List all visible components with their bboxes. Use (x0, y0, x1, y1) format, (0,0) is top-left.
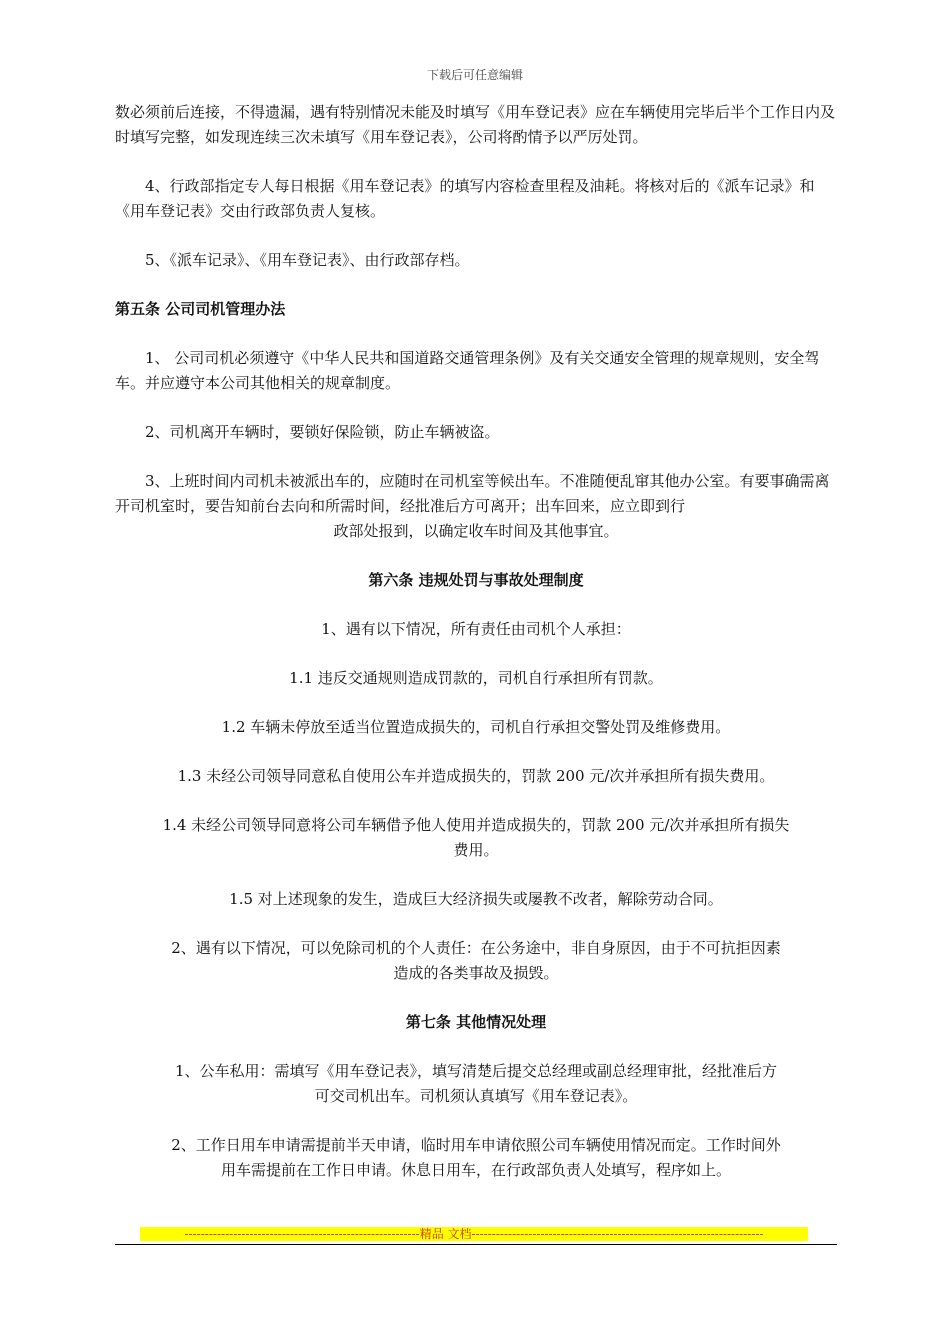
footer-rule (115, 1244, 837, 1245)
paragraph-driver-rule-2: 2、司机离开车辆时，要锁好保险锁，防止车辆被盗。 (145, 423, 500, 441)
paragraph-exemption-line1: 2、遇有以下情况，可以免除司机的个人责任：在公务途中，非自身原因，由于不可抗拒因素 (171, 939, 781, 957)
paragraph-liability-intro: 1、遇有以下情况，所有责任由司机个人承担： (321, 620, 631, 638)
section-heading-7: 第七条 其他情况处理 (405, 1013, 547, 1031)
paragraph-driver-rule-3-tail: 政部处报到，以确定收车时间及其他事宜。 (333, 522, 619, 540)
paragraph-workday-request-line2: 用车需提前在工作日申请。休息日用车，在行政部负责人处填写，程序如上。 (220, 1161, 731, 1179)
paragraph-driver-rule-3 (115, 469, 837, 544)
paragraph-driver-rule-3-text: 3、上班时间内司机未被派出车的，应随时在司机室等候出车。不准随便乱窜其他办公室。有要事确需离开司机室时，要告知前台去向和所需时间，经批准后方可离开；出车回来，应立即到行 (115, 472, 830, 515)
footer-watermark-band: ----------------------------------------------------------精品 文档------------------------------------------------------------------------ (140, 1227, 808, 1241)
section-heading-5: 第五条 公司司机管理办法 (115, 300, 286, 318)
paragraph-driver-rule-1: 1、 公司司机必须遵守《中华人民共和国道路交通管理条例》及有关交通安全管理的规章规则，安全驾车。并应遵守本公司其他相关的规章制度。 (115, 349, 820, 392)
paragraph-exemption (115, 936, 837, 986)
section-heading-6: 第六条 违规处罚与事故处理制度 (368, 571, 584, 589)
paragraph-workday-request (115, 1133, 837, 1183)
document-body (115, 100, 837, 1207)
paragraph-continuation: 数必须前后连接，不得遗漏，遇有特别情况未能及时填写《用车登记表》应在车辆使用完毕后半个工作日内及时填写完整，如发现连续三次未填写《用车登记表》，公司将酌情予以严厉处罚。 (115, 103, 836, 146)
paragraph-item-5: 5、《派车记录》、《用车登记表》、由行政部存档。 (145, 251, 470, 269)
paragraph-liability-1-2: 1.2 车辆未停放至适当位置造成损失的，司机自行承担交警处罚及维修费用。 (221, 718, 731, 736)
paragraph-exemption-line2: 造成的各类事故及损毁。 (393, 964, 559, 982)
page-header: 下载后可任意编辑 (426, 68, 523, 82)
paragraph-liability-1-1: 1.1 违反交通规则造成罚款的，司机自行承担所有罚款。 (289, 669, 663, 687)
paragraph-liability-1-5: 1.5 对上述现象的发生，造成巨大经济损失或屡教不改者，解除劳动合同。 (229, 890, 723, 908)
paragraph-private-use-line2: 可交司机出车。司机须认真填写《用车登记表》。 (314, 1087, 638, 1105)
paragraph-private-use (115, 1059, 837, 1109)
paragraph-private-use-line1: 1、公车私用：需填写《用车登记表》，填写清楚后提交总经理或副总经理审批，经批准后方 (174, 1062, 778, 1080)
paragraph-workday-request-line1: 2、工作日用车申请需提前半天申请，临时用车申请依照公司车辆使用情况而定。工作时间外 (171, 1136, 781, 1154)
paragraph-liability-1-4 (115, 813, 837, 863)
paragraph-liability-1-4-line2: 费用。 (453, 841, 499, 859)
paragraph-liability-1-4-line1: 1.4 未经公司领导同意将公司车辆借予他人使用并造成损失的，罚款 200 元/次并承担所有损失 (162, 816, 790, 834)
paragraph-liability-1-3: 1.3 未经公司领导同意私自使用公车并造成损失的，罚款 200 元/次并承担所有损失费用。 (177, 767, 775, 785)
paragraph-item-4: 4、行政部指定专人每日根据《用车登记表》的填写内容检查里程及油耗。将核对后的《派车记录》和《用车登记表》交由行政部负责人复核。 (115, 177, 815, 220)
